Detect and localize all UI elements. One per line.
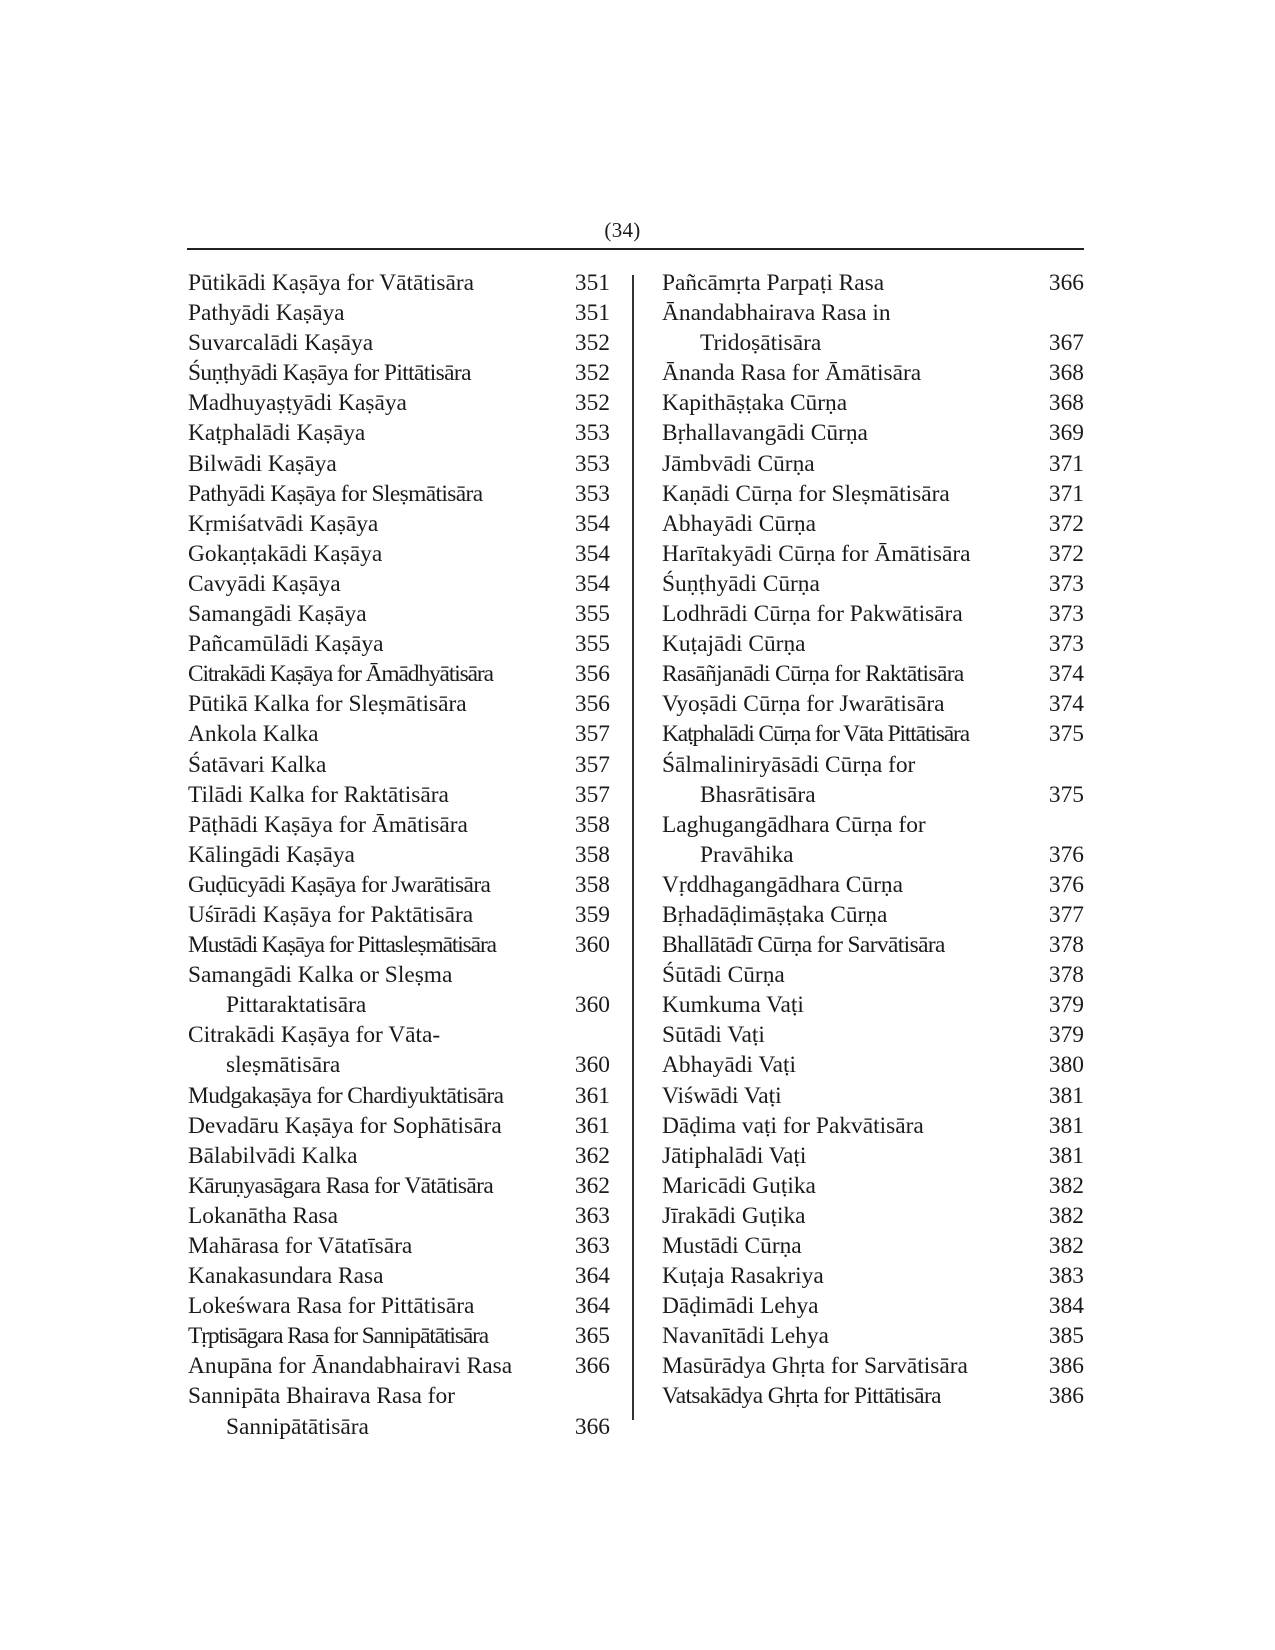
toc-entry	[188, 1291, 610, 1321]
toc-entry-page: 381	[1048, 1112, 1084, 1139]
toc-entry-page: 353	[574, 480, 610, 507]
toc-entry-page: 353	[574, 450, 610, 477]
toc-entry-title: Kṛmiśatvādi Kaṣāya	[188, 510, 379, 537]
toc-entry-page: 382	[1048, 1233, 1084, 1259]
toc-entry-title: Mudgakaṣāya for Chardiyuktātisāra	[188, 1082, 504, 1109]
toc-entry	[188, 1171, 610, 1201]
toc-entry-title: Vyoṣādi Cūrṇa for Jwarātisāra	[662, 691, 945, 718]
toc-entry-title-continued: Pittaraktatisāra	[226, 992, 367, 1019]
toc-entry-title: Śatāvari Kalka	[188, 751, 327, 778]
toc-entry	[188, 900, 610, 930]
toc-entry	[188, 418, 610, 448]
toc-entry-page: 368	[1048, 390, 1084, 417]
toc-entry-title: Sūtādi Vaṭi	[662, 1022, 765, 1049]
toc-entry	[662, 358, 1084, 388]
toc-entry	[662, 659, 1084, 689]
toc-entry	[188, 449, 610, 479]
toc-entry	[188, 298, 610, 328]
toc-entry-page: 382	[1048, 1172, 1084, 1199]
toc-entry	[188, 1381, 610, 1441]
toc-entry	[662, 569, 1084, 599]
toc-entry-page: 354	[574, 510, 610, 537]
toc-entry-page: 376	[1048, 871, 1084, 898]
toc-entry	[662, 1171, 1084, 1201]
toc-entry	[188, 1231, 610, 1261]
toc-entry-page: 385	[1048, 1323, 1084, 1350]
toc-entry-title: Pāṭhādi Kaṣāya for Āmātisāra	[188, 811, 468, 838]
toc-entry-title: Samangādi Kaṣāya	[188, 601, 367, 628]
toc-entry	[188, 810, 610, 840]
toc-entry-page: 362	[574, 1172, 610, 1199]
toc-entry	[662, 900, 1084, 930]
toc-entry-title: Bhallātādī Cūrṇa for Sarvātisāra	[662, 932, 945, 959]
toc-entry-page: 381	[1048, 1082, 1084, 1109]
toc-entry	[662, 268, 1084, 298]
toc-entry-page: 356	[574, 661, 610, 688]
toc-entry-page: 373	[1048, 601, 1084, 628]
toc-entry-title: Śūtādi Cūrṇa	[662, 962, 785, 989]
toc-entry	[662, 509, 1084, 539]
toc-entry-page: 366	[574, 1413, 610, 1440]
toc-entry-title: Navanītādi Lehya	[662, 1323, 829, 1350]
toc-entry-page: 378	[1048, 962, 1084, 989]
toc-entry-page: 352	[574, 330, 610, 357]
toc-entry-page: 373	[1048, 570, 1084, 597]
toc-entry-page: 359	[574, 901, 610, 928]
toc-entry-title: Pathyādi Kaṣāya	[188, 300, 345, 327]
toc-entry	[188, 1081, 610, 1111]
toc-entry-title: Pañcamūlādi Kaṣāya	[188, 631, 384, 658]
toc-entry	[662, 719, 1084, 749]
toc-entry	[662, 1231, 1084, 1261]
toc-entry	[662, 990, 1084, 1020]
toc-entry-page: 386	[1048, 1353, 1084, 1380]
toc-entry-page: 376	[1048, 841, 1084, 868]
toc-entry	[662, 1081, 1084, 1111]
toc-entry-title: Śuṇṭhyādi Cūrṇa	[662, 570, 820, 597]
toc-entry-page: 360	[574, 1052, 610, 1079]
toc-entry-page: 368	[1048, 360, 1084, 387]
toc-entry-title: Jātiphalādi Vaṭi	[662, 1142, 807, 1169]
toc-entry-page: 375	[1048, 721, 1084, 748]
toc-entry-title: Pūtikādi Kaṣāya for Vātātisāra	[188, 270, 475, 296]
toc-entry	[662, 388, 1084, 418]
toc-entry-title: Pañcāmṛta Parpaṭi Rasa	[662, 270, 885, 296]
toc-entry-title: Maricādi Guṭika	[662, 1172, 816, 1199]
toc-entry-page: 371	[1048, 450, 1084, 477]
toc-entry-page: 354	[574, 570, 610, 597]
toc-entry-title: Sannipāta Bhairava Rasa for	[188, 1383, 455, 1410]
toc-entry-page: 362	[574, 1142, 610, 1169]
toc-entry-page: 374	[1048, 661, 1084, 688]
page-number-text: (34)	[604, 218, 641, 242]
toc-entry-page: 386	[1048, 1383, 1084, 1410]
toc-entry-page: 358	[574, 841, 610, 868]
toc-entry-title: Śuṇṭhyādi Kaṣāya for Pittātisāra	[188, 360, 471, 387]
page-number	[0, 218, 1275, 243]
toc-entry-page: 377	[1048, 901, 1084, 928]
header-rule	[187, 248, 1084, 250]
toc-entry	[188, 689, 610, 719]
toc-entry-page: 363	[574, 1233, 610, 1259]
toc-entry	[662, 479, 1084, 509]
toc-entry-page: 384	[1048, 1293, 1084, 1320]
toc-entry-title: Jīrakādi Guṭika	[662, 1202, 806, 1229]
toc-entry-page: 358	[574, 871, 610, 898]
column-divider	[632, 275, 634, 1420]
toc-entry-page: 361	[574, 1082, 610, 1109]
toc-entry	[188, 1261, 610, 1291]
toc-entry	[662, 449, 1084, 479]
toc-entry-page: 356	[574, 691, 610, 718]
toc-entry-title: Kumkuma Vaṭi	[662, 992, 804, 1019]
toc-entry-title: Dāḍima vaṭi for Pakvātisāra	[662, 1112, 924, 1139]
toc-entry-title: Bālabilvādi Kalka	[188, 1142, 358, 1169]
right-column	[662, 268, 1084, 1412]
toc-entry-title: Anupāna for Ānandabhairavi Rasa	[188, 1353, 513, 1380]
toc-entry	[662, 539, 1084, 569]
toc-entry	[662, 1141, 1084, 1171]
toc-entry-title: Citrakādi Kaṣāya for Āmādhyātisāra	[188, 661, 493, 688]
toc-entry	[188, 388, 610, 418]
toc-entry	[188, 1321, 610, 1351]
toc-entry-page: 352	[574, 390, 610, 417]
toc-entry-page: 366	[1048, 270, 1084, 296]
toc-entry	[662, 298, 1084, 358]
toc-entry-title: Kālingādi Kaṣāya	[188, 841, 355, 868]
toc-entry	[188, 599, 610, 629]
left-column	[188, 268, 610, 1442]
toc-entry-title: Citrakādi Kaṣāya for Vāta-	[188, 1022, 441, 1049]
toc-entry-title: Kapithāṣṭaka Cūrṇa	[662, 390, 848, 417]
toc-entry-page: 361	[574, 1112, 610, 1139]
toc-entry	[188, 1201, 610, 1231]
toc-entry-title: Bṛhallavangādi Cūrṇa	[662, 420, 868, 447]
toc-entry-title: Viśwādi Vaṭi	[662, 1082, 782, 1109]
toc-entry	[188, 479, 610, 509]
toc-entry	[662, 418, 1084, 448]
toc-entry-page: 354	[574, 540, 610, 567]
toc-entry-title: Uśīrādi Kaṣāya for Paktātisāra	[188, 901, 474, 928]
toc-entry	[662, 810, 1084, 870]
toc-entry-page: 374	[1048, 691, 1084, 718]
toc-entry-title: Cavyādi Kaṣāya	[188, 570, 341, 597]
toc-entry-page: 353	[574, 420, 610, 447]
toc-entry	[188, 358, 610, 388]
toc-entry-title: Suvarcalādi Kaṣāya	[188, 330, 374, 357]
toc-entry	[188, 870, 610, 900]
toc-entry-page: 380	[1048, 1052, 1084, 1079]
toc-entry-title: Kaṭphalādi Kaṣāya	[188, 420, 366, 447]
toc-entry-title: Lokeśwara Rasa for Pittātisāra	[188, 1293, 475, 1320]
toc-entry-page: 372	[1048, 510, 1084, 537]
toc-entry-page: 366	[574, 1353, 610, 1380]
toc-entry-title: Dāḍimādi Lehya	[662, 1293, 819, 1320]
toc-entry-title: Mustādi Cūrṇa	[662, 1233, 802, 1259]
toc-entry	[662, 960, 1084, 990]
toc-entry	[662, 1351, 1084, 1381]
toc-entry	[188, 750, 610, 780]
toc-entry-title-continued: Tridoṣātisāra	[700, 330, 822, 357]
toc-entry-title-continued: sleṣmātisāra	[226, 1052, 341, 1079]
toc-entry	[662, 629, 1084, 659]
toc-entry-title: Guḍūcyādi Kaṣāya for Jwarātisāra	[188, 871, 491, 898]
toc-entry	[188, 780, 610, 810]
toc-entry-page: 381	[1048, 1142, 1084, 1169]
toc-entry	[188, 629, 610, 659]
toc-entry-title: Kāruṇyasāgara Rasa for Vātātisāra	[188, 1172, 494, 1199]
toc-entry-page: 358	[574, 811, 610, 838]
toc-entry	[662, 1111, 1084, 1141]
toc-entry	[188, 1020, 610, 1080]
toc-entry-title: Bilwādi Kaṣāya	[188, 450, 337, 477]
toc-entry	[188, 840, 610, 870]
toc-entry-title: Lokanātha Rasa	[188, 1202, 339, 1229]
toc-entry-page: 351	[574, 270, 610, 296]
toc-entry-title: Harītakyādi Cūrṇa for Āmātisāra	[662, 540, 971, 567]
toc-entry	[188, 1111, 610, 1141]
toc-entry	[188, 268, 610, 298]
toc-entry-title: Madhuyaṣṭyādi Kaṣāya	[188, 390, 407, 417]
toc-entry	[662, 1020, 1084, 1050]
toc-entry	[662, 870, 1084, 900]
toc-entry-title: Devadāru Kaṣāya for Sophātisāra	[188, 1112, 502, 1139]
toc-entry-page: 375	[1048, 781, 1084, 808]
toc-entry-page: 373	[1048, 631, 1084, 658]
toc-entry-page: 367	[1048, 330, 1084, 357]
toc-entry	[188, 328, 610, 358]
toc-entry-page: 355	[574, 601, 610, 628]
toc-entry-page: 363	[574, 1202, 610, 1229]
toc-entry	[188, 659, 610, 689]
toc-entry-page: 357	[574, 781, 610, 808]
toc-entry	[188, 569, 610, 599]
toc-entry-title: Mustādi Kaṣāya for Pittasleṣmātisāra	[188, 932, 496, 959]
toc-entry-page: 355	[574, 631, 610, 658]
toc-entry-title: Rasāñjanādi Cūrṇa for Raktātisāra	[662, 661, 964, 688]
toc-entry-page: 364	[574, 1263, 610, 1290]
toc-entry-page: 371	[1048, 480, 1084, 507]
toc-entry-page: 357	[574, 751, 610, 778]
toc-entry-title: Samangādi Kalka or Sleṣma	[188, 962, 453, 989]
toc-entry-title: Jāmbvādi Cūrṇa	[662, 450, 815, 477]
toc-entry-page: 357	[574, 721, 610, 748]
toc-entry	[662, 599, 1084, 629]
toc-entry-title-continued: Pravāhika	[700, 841, 794, 868]
toc-entry	[662, 689, 1084, 719]
toc-entry	[662, 1291, 1084, 1321]
toc-entry	[188, 509, 610, 539]
toc-entry-title: Gokaṇṭakādi Kaṣāya	[188, 540, 383, 567]
toc-entry-page: 379	[1048, 992, 1084, 1019]
toc-entry-page: 360	[574, 992, 610, 1019]
toc-entry-title: Tilādi Kalka for Raktātisāra	[188, 781, 449, 808]
toc-entry-title: Abhayādi Vaṭi	[662, 1052, 797, 1079]
toc-entry-page: 352	[574, 360, 610, 387]
toc-entry-title: Lodhrādi Cūrṇa for Pakwātisāra	[662, 601, 963, 628]
toc-entry	[188, 719, 610, 749]
toc-entry	[662, 750, 1084, 810]
toc-entry-title: Ānanda Rasa for Āmātisāra	[662, 360, 922, 387]
toc-entry-title: Abhayādi Cūrṇa	[662, 510, 816, 537]
toc-entry-page: 351	[574, 300, 610, 327]
toc-entry-title: Tṛptisāgara Rasa for Sannipātātisāra	[188, 1323, 489, 1350]
toc-entry-page: 378	[1048, 932, 1084, 959]
toc-entry-title: Vatsakādya Ghṛta for Pittātisāra	[662, 1383, 941, 1410]
toc-entry	[662, 1261, 1084, 1291]
toc-entry	[662, 930, 1084, 960]
toc-entry	[188, 930, 610, 960]
toc-entry	[188, 1141, 610, 1171]
toc-entry-title: Śālmaliniryāsādi Cūrṇa for	[662, 751, 916, 778]
toc-entry-title: Kuṭajādi Cūrṇa	[662, 631, 806, 658]
toc-entry	[662, 1050, 1084, 1080]
toc-entry-title: Ānandabhairava Rasa in	[662, 300, 891, 327]
toc-entry-title-continued: Bhasrātisāra	[700, 781, 816, 808]
toc-entry-title: Ankola Kalka	[188, 721, 319, 748]
toc-entry-page: 379	[1048, 1022, 1084, 1049]
toc-entry-title-continued: Sannipātātisāra	[226, 1413, 369, 1440]
toc-entry	[662, 1201, 1084, 1231]
toc-entry-title: Vṛddhagangādhara Cūrṇa	[662, 871, 903, 898]
toc-entry	[188, 960, 610, 1020]
toc-entry-title: Bṛhadāḍimāṣṭaka Cūrṇa	[662, 901, 888, 928]
toc-entry-title: Masūrādya Ghṛta for Sarvātisāra	[662, 1353, 968, 1380]
toc-entry	[188, 539, 610, 569]
toc-entry-page: 365	[574, 1323, 610, 1350]
toc-entry-page: 369	[1048, 420, 1084, 447]
toc-entry-page: 382	[1048, 1202, 1084, 1229]
toc-entry-title: Kaṇādi Cūrṇa for Sleṣmātisāra	[662, 480, 950, 507]
toc-entry-title: Kanakasundara Rasa	[188, 1263, 384, 1290]
toc-entry	[188, 1351, 610, 1381]
toc-entry-page: 360	[574, 932, 610, 959]
toc-entry-title: Pūtikā Kalka for Sleṣmātisāra	[188, 691, 467, 718]
toc-entry-page: 383	[1048, 1263, 1084, 1290]
toc-entry-title: Pathyādi Kaṣāya for Sleṣmātisāra	[188, 480, 483, 507]
toc-entry-page: 364	[574, 1293, 610, 1320]
toc-entry-title: Laghugangādhara Cūrṇa for	[662, 811, 926, 838]
toc-entry-title: Kuṭaja Rasakriya	[662, 1263, 824, 1290]
toc-entry	[662, 1321, 1084, 1351]
toc-entry-title: Mahārasa for Vātatīsāra	[188, 1233, 413, 1259]
toc-entry-page: 372	[1048, 540, 1084, 567]
toc-entry	[662, 1381, 1084, 1411]
toc-entry-title: Kaṭphalādi Cūrṇa for Vāta Pittātisāra	[662, 721, 970, 748]
